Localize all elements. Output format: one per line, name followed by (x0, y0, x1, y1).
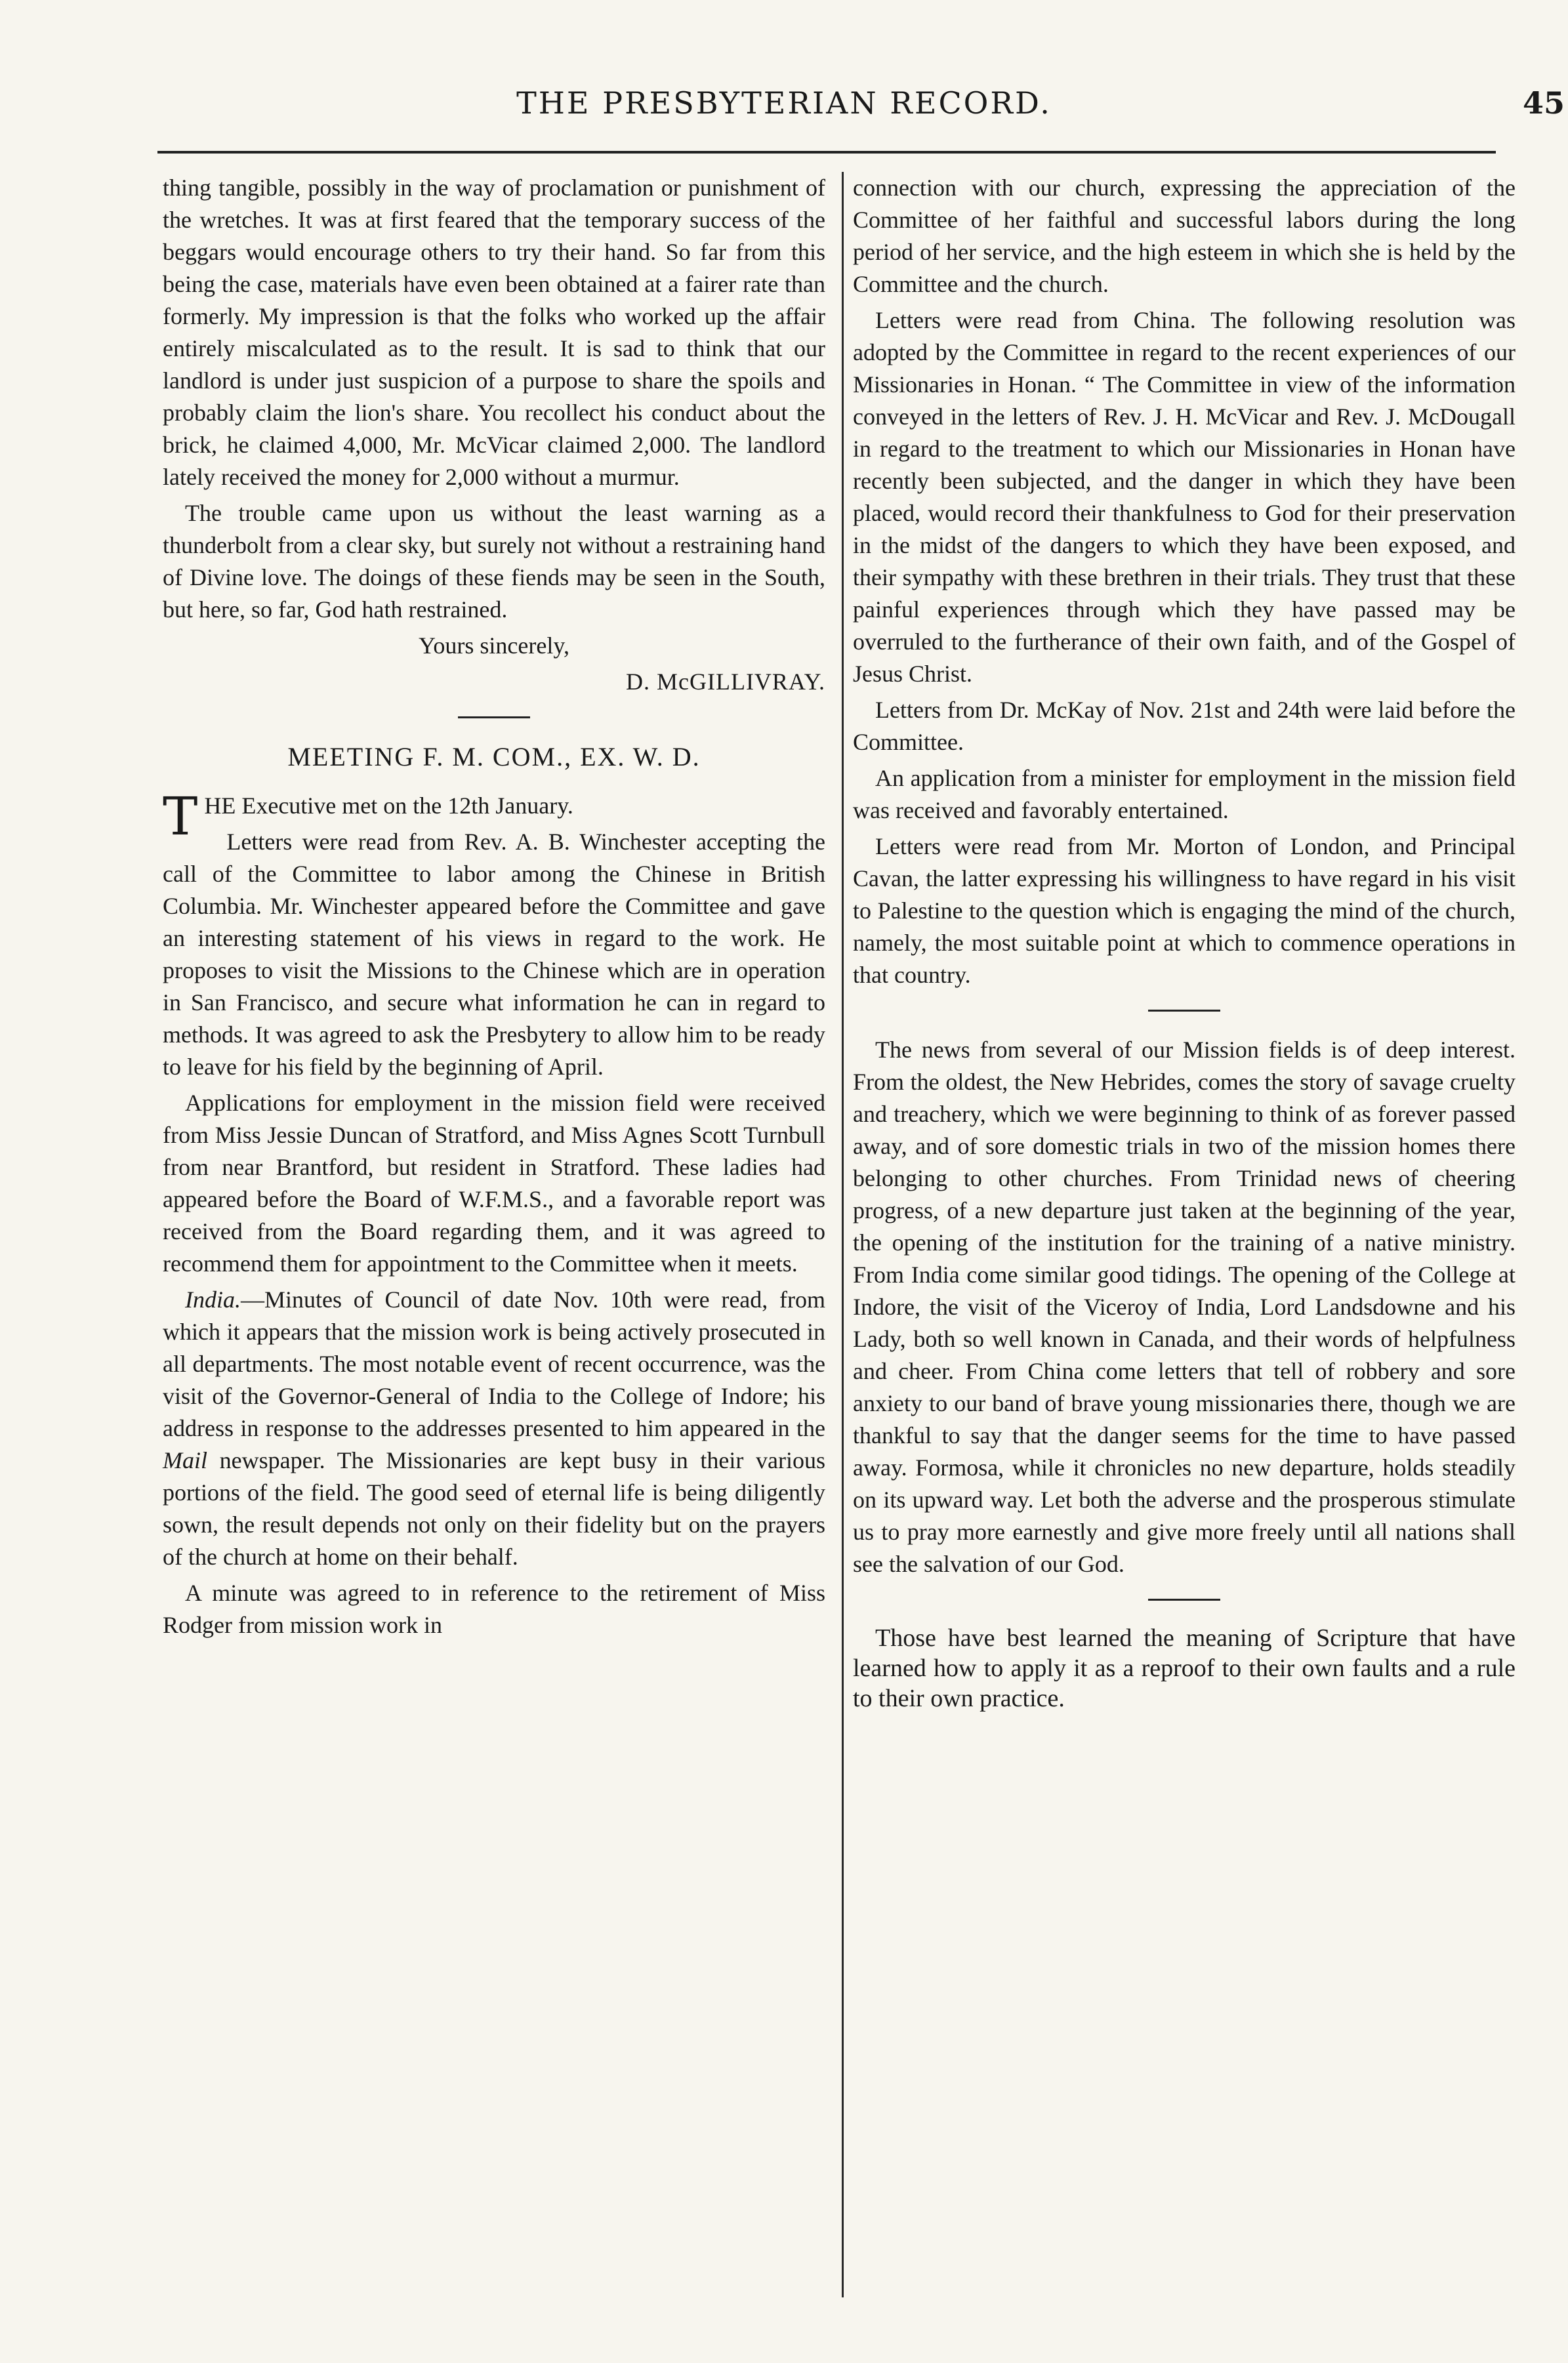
letter-signature: D. McGILLIVRAY. (625, 668, 825, 695)
drop-cap: T (163, 786, 198, 847)
letter-paragraph-1: thing tangible, possibly in the way of proclamation or punishment of the wretches. It was at first feared that the temporary success of the beggars would encourage others to try their hand. So far from this being the case, materials have even been obtained at a fairer rate than formerly. My impression is that the folks who worked up the affair entirely miscalculated as to the result. It is sad to think that our landlord is under just suspicion of a purpose to share the spoils and probably claim the lion's share. You recollect his conduct about the brick, he claimed 4,000, Mr. McVicar claimed 2,000. The landlord lately received the money for 2,000 without a murmur. (163, 175, 825, 490)
minutes-paragraph-winchester: Letters were read from Rev. A. B. Winchester accepting the call of the Committee to labor among the Chinese in British Columbia. Mr. Winchester appeared before the Committee and gave an interesting statement of his views in regard to the work. He proposes to visit the Missions to the Chinese which are in operation in San Francisco, and secure what information he can in regard to methods. It was agreed to ask the Presbytery to allow him to be ready to leave for his field by the beginning of April. (163, 829, 825, 1080)
page-header (0, 79, 1568, 138)
letter-paragraph-2: The trouble came upon us without the least warning as a thunderbolt from a clear sky, but surely not without a restraining hand of Divine love. The doings of these fiends may be seen in the South, but here, so far, God hath restrained. (163, 500, 825, 623)
section-rule (458, 716, 530, 718)
minutes-opening-text: HE Executive met on the 12th January. (204, 792, 573, 819)
right-column (853, 172, 1516, 1717)
minutes-opening (163, 786, 825, 847)
page-number: 45 (1522, 85, 1565, 121)
left-column (163, 172, 825, 1645)
minutes-paragraph-applications: Applications for employment in the mission field were received from Miss Jessie Duncan of Stratford, and Miss Agnes Scott Turnbull from near Brantford, but resident in Stratford. These ladies had appeared before the Board of W.F.M.S., and a favorable report was received from the Board regarding them, and it was agreed to recommend them for appointment to the Committee when it meets. (163, 1090, 825, 1277)
minutes-paragraph-rodger: A minute was agreed to in reference to the retirement of Miss Rodger from mission work in (163, 1580, 825, 1638)
section-rule-right-2 (1148, 1599, 1220, 1601)
section-heading: MEETING F. M. COM., EX. W. D. (287, 742, 701, 771)
rodger-continuation: connection with our church, expressing the appreciation of the Committee of her faithful and successful labors during the long period of her service, and the high esteem in which she is held by the Committee and the church. (853, 175, 1516, 297)
mckay-letters: Letters from Dr. McKay of Nov. 21st and 24th were laid before the Committee. (853, 697, 1516, 755)
minister-application: An application from a minister for employment in the mission field was received and favorably entertained. (853, 765, 1516, 823)
india-text: —Minutes of Council of date Nov. 10th were read, from which it appears that the mission work is being actively prosecuted in all departments. The most notable event of recent occurrence, was the visit of the Governor-General of India to the College of Indore; his address in response to the addresses presented to him appeared in the (163, 1286, 825, 1441)
mission-news: The news from several of our Mission fields is of deep interest. From the oldest, the New Hebrides, comes the story of savage cruelty and treachery, which we were beginning to think of as forever passed away, and of sore domestic trials in two of the mission homes there belonging to other churches. From Trinidad news of cheering progress, of a new departure just taken at the beginning of the year, the opening of the institution for the training of a native ministry. From India come similar good tidings. The opening of the College at Indore, the visit of the Viceroy of India, Lord Landsdowne and his Lady, both so well known in Canada, and their words of helpfulness and cheer. From China come letters that tell of robbery and sore anxiety to our band of brave young missionaries there, though we are thankful to say that the danger seems for the time to have passed away. Formosa, while it chronicles no new departure, holds steadily on its upward way. Let both the adverse and the prosperous stimulate us to pray more earnestly and give more freely until all nations shall see the salvation of our God. (853, 1037, 1516, 1577)
india-tail: newspaper. The Missionaries are kept busy in their various portions of the field. The good seed of eternal life is being diligently sown, the result depends not only on their fidelity but on the prayers of the church at home on their behalf. (163, 1447, 825, 1570)
mail-newspaper: Mail (163, 1447, 207, 1473)
morton-letters: Letters were read from Mr. Morton of London, and Principal Cavan, the latter expressing his willingness to have regard in his visit to Palestine to the question which is engaging the mind of the church, namely, the most suitable point at which to commence operations in that country. (853, 833, 1516, 988)
letter-closing: Yours sincerely, (419, 632, 569, 659)
india-lead: India. (185, 1286, 241, 1313)
china-resolution: Letters were read from China. The following resolution was adopted by the Committee in regard to the recent experiences of our Missionaries in Honan. “ The Committee in view of the information conveyed in the letters of Rev. J. H. McVicar and Rev. J. McDougall in regard to the treatment to which our Missionaries in Honan have recently been subjected, and the danger in which they have been placed, would record their thankfulness to God for their preservation in the midst of the dangers to which they have been exposed, and their sympathy with these brethren in their trials. They trust that these painful experiences through which they have passed may be overruled to the furtherance of their own faith, and of the Gospel of Jesus Christ. (853, 307, 1516, 687)
running-title: THE PRESBYTERIAN RECORD. (516, 85, 1052, 121)
scripture-note: Those have best learned the meaning of Scripture that have learned how to apply it as a reproof to their own faults and a rule to their own practice. (853, 1624, 1516, 1712)
column-divider (842, 172, 844, 2297)
header-rule (157, 151, 1496, 154)
section-rule-right (1148, 1010, 1220, 1012)
minutes-paragraph-india (163, 1284, 825, 1573)
